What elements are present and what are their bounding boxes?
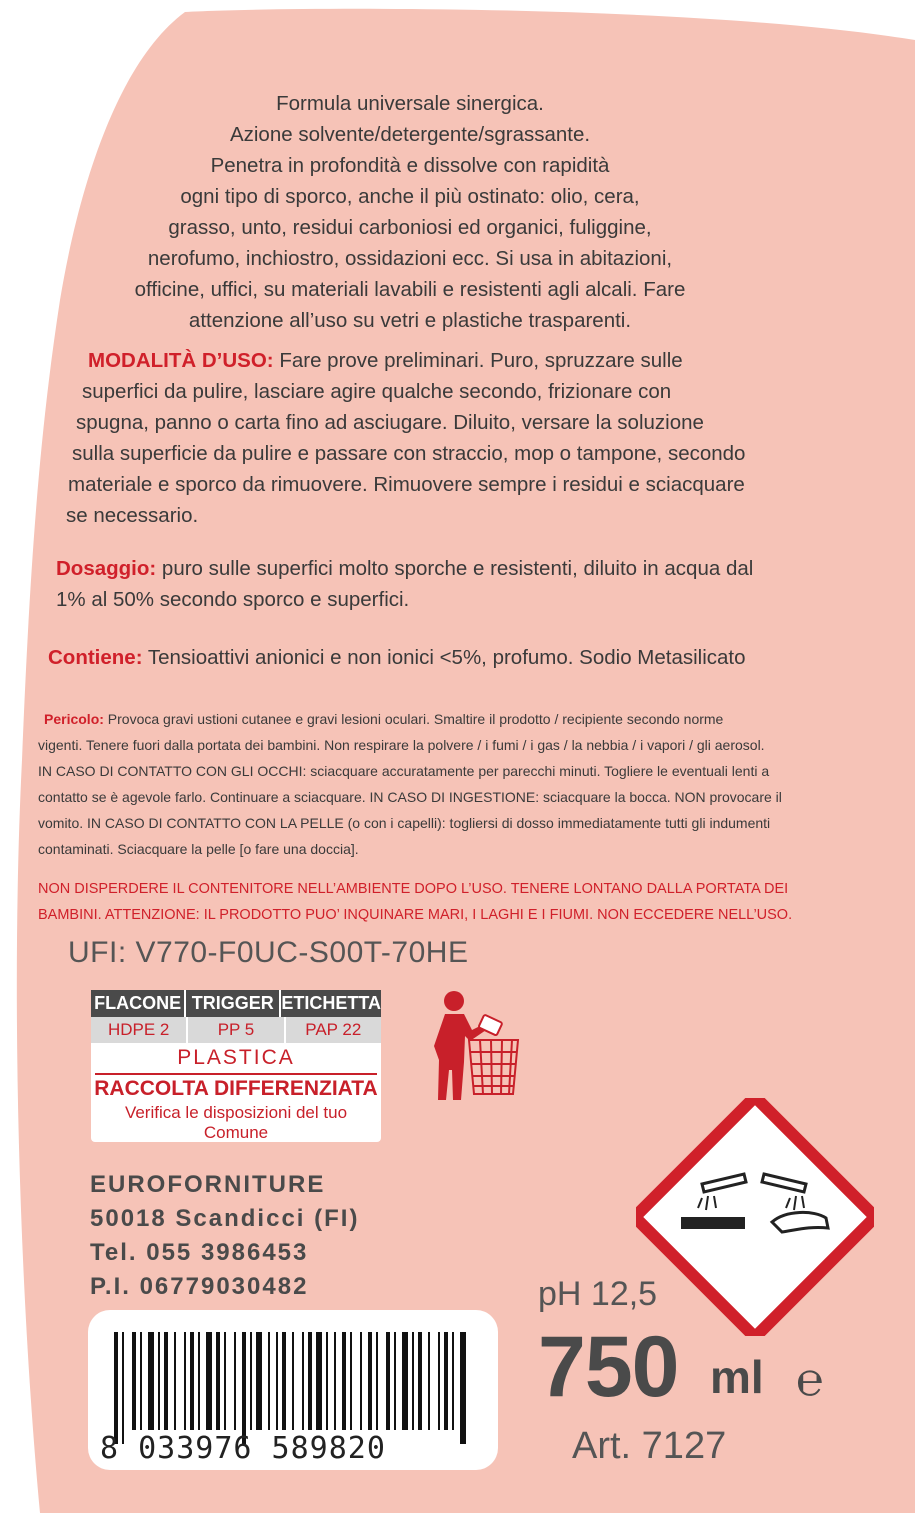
volume-unit: ml — [710, 1351, 764, 1403]
description-line: Penetra in profondità e dissolve con rapidità — [210, 154, 610, 177]
dosage-line: 1% al 50% secondo sporco e superfici. — [56, 588, 410, 611]
danger-line: vomito. IN CASO DI CONTATTO CON LA PELLE (o con i capelli): togliersi di dosso immediatamente tutti gli indumenti — [38, 815, 771, 831]
barcode-bar — [268, 1332, 270, 1430]
barcode-bar — [148, 1332, 154, 1430]
barcode-bar — [206, 1332, 212, 1430]
usage-text: Fare prove preliminari. Puro, spruzzare sulle — [273, 349, 683, 372]
recycling-collection: RACCOLTA DIFFERENZIATA — [94, 1077, 378, 1100]
description-line: Azione solvente/detergente/sgrassante. — [229, 123, 591, 146]
recycling-note: Verifica le disposizioni del tuo Comune — [124, 1103, 348, 1142]
usage-line: materiale e sporco da rimuovere. Rimuovere sempre i residui e sciacquare — [68, 473, 745, 496]
dosage-section — [56, 553, 753, 615]
usage-line: sulla superficie da pulire e passare con straccio, mop o tampone, secondo — [72, 442, 746, 465]
usage-section — [66, 345, 745, 531]
dosage-text: puro sulle superfici molto sporche e resistenti, diluito in acqua dal — [156, 557, 754, 580]
contains-heading: Contiene: — [48, 646, 143, 669]
contains-section — [48, 642, 746, 673]
danger-line: contatto se è agevole farlo. Continuare a sciacquare. IN CASO DI INGESTIONE: sciacquare la bocca. NON provocare il — [38, 789, 782, 805]
barcode — [88, 1310, 498, 1470]
description-line: Formula universale sinergica. — [276, 92, 544, 115]
barcode-bar — [350, 1332, 352, 1430]
barcode-bar — [198, 1332, 200, 1430]
company-info — [90, 1168, 359, 1304]
barcode-bar — [164, 1332, 168, 1430]
danger-line: IN CASO DI CONTATTO CON GLI OCCHI: sciacquare accuratamente per parecchi minuti. Togliere le eventuali lenti a — [38, 763, 770, 779]
recycling-value: HDPE 2 — [91, 1017, 188, 1043]
recycling-header: ETICHETTA — [281, 990, 381, 1017]
barcode-bar — [438, 1332, 440, 1430]
description-line: grasso, unto, residui carboniosi ed organici, fuliggine, — [168, 216, 652, 239]
volume-value: 750 — [538, 1319, 679, 1415]
barcode-bar — [334, 1332, 336, 1430]
usage-heading: MODALITÀ D’USO: — [88, 349, 274, 372]
person-trash-bin-icon — [428, 990, 520, 1102]
barcode-bar — [122, 1332, 124, 1444]
danger-text: Provoca gravi ustioni cutanee e gravi lesioni oculari. Smaltire il prodotto / recipiente secondo norme — [103, 711, 724, 727]
barcode-bar — [216, 1332, 220, 1430]
barcode-bar — [326, 1332, 328, 1430]
recycling-header: TRIGGER — [186, 990, 281, 1017]
barcode-bar — [158, 1332, 160, 1430]
barcode-bar — [394, 1332, 396, 1430]
danger-heading: Pericolo: — [44, 711, 104, 727]
barcode-bar — [386, 1332, 390, 1430]
company-vat: P.I. 06779030482 — [90, 1273, 309, 1300]
barcode-bar — [140, 1332, 142, 1430]
barcode-bar — [376, 1332, 378, 1430]
ufi-code: UFI: V770-F0UC-S00T-70HE — [68, 936, 469, 969]
company-phone: Tel. 055 3986453 — [90, 1239, 309, 1266]
barcode-bar — [308, 1332, 312, 1430]
danger-line: vigenti. Tenere fuori dalla portata dei bambini. Non respirare la polvere / i fumi / i gas / la nebbia / i vapori / gli aerosol. — [38, 737, 765, 753]
barcode-bar — [292, 1332, 294, 1430]
company-name: EUROFORNITURE — [90, 1171, 326, 1198]
environment-warning-line: NON DISPERDERE IL CONTENITORE NELL’AMBIENTE DOPO L’USO. TENERE LONTANO DALLA PORTATA DEI — [38, 881, 789, 897]
barcode-bar — [418, 1332, 422, 1430]
usage-line: se necessario. — [66, 504, 199, 527]
barcode-bar — [256, 1332, 262, 1430]
danger-line: contaminati. Sciacquare la pelle [o fare una doccia]. — [38, 841, 359, 857]
recycling-value: PP 5 — [188, 1017, 285, 1043]
recycling-header: FLACONE — [91, 990, 186, 1017]
barcode-bar — [316, 1332, 322, 1430]
environment-warning — [38, 876, 898, 928]
usage-line: spugna, panno o carta fino ad asciugare. Diluito, versare la soluzione — [76, 411, 704, 434]
barcode-bar — [114, 1332, 118, 1444]
barcode-bar — [460, 1332, 466, 1444]
barcode-bar — [342, 1332, 346, 1430]
product-description — [60, 88, 760, 336]
barcode-digits: 8 033976 589820 — [100, 1431, 386, 1466]
description-line: officine, uffici, su materiali lavabili e resistenti agli alcali. Fare — [134, 278, 686, 301]
barcode-bar — [174, 1332, 176, 1430]
ph-value: pH 12,5 — [538, 1275, 658, 1313]
recycling-material: PLASTICA — [95, 1043, 377, 1075]
description-line: nerofumo, inchiostro, ossidazioni ecc. Si usa in abitazioni, — [147, 247, 673, 270]
contains-text: Tensioattivi anionici e non ionici <5%, profumo. Sodio Metasilicato — [142, 646, 746, 669]
barcode-bar — [190, 1332, 194, 1430]
barcode-bars — [88, 1310, 498, 1470]
barcode-bar — [224, 1332, 226, 1430]
barcode-bar — [282, 1332, 286, 1430]
barcode-bar — [234, 1332, 236, 1430]
recycling-table — [91, 990, 381, 1142]
barcode-bar — [302, 1332, 304, 1430]
dosage-heading: Dosaggio: — [56, 557, 157, 580]
estimated-sign-icon: ℮ — [796, 1353, 824, 1405]
barcode-bar — [452, 1332, 454, 1430]
barcode-bar — [428, 1332, 430, 1430]
recycling-value: PAP 22 — [305, 1020, 362, 1039]
barcode-bar — [402, 1332, 408, 1430]
barcode-bar — [250, 1332, 252, 1430]
corrosive-hazard-icon — [636, 1098, 874, 1336]
danger-section — [38, 706, 888, 862]
barcode-bar — [184, 1332, 186, 1430]
article-number: Art. 7127 — [572, 1425, 727, 1467]
description-line: attenzione all’uso su vetri e plastiche trasparenti. — [188, 309, 632, 332]
barcode-bar — [444, 1332, 448, 1430]
barcode-bar — [360, 1332, 362, 1430]
barcode-bar — [368, 1332, 372, 1430]
environment-warning-line: BAMBINI. ATTENZIONE: IL PRODOTTO PUO’ INQUINARE MARI, I LAGHI E I FIUMI. NON ECCEDERE NELL’USO. — [38, 907, 793, 923]
barcode-bar — [242, 1332, 246, 1444]
company-address: 50018 Scandicci (FI) — [90, 1205, 360, 1232]
description-line: ogni tipo di sporco, anche il più ostinato: olio, cera, — [180, 185, 640, 208]
barcode-bar — [412, 1332, 414, 1430]
barcode-bar — [132, 1332, 136, 1430]
usage-line: superfici da pulire, lasciare agire qualche secondo, frizionare con — [82, 380, 672, 403]
barcode-bar — [276, 1332, 278, 1430]
